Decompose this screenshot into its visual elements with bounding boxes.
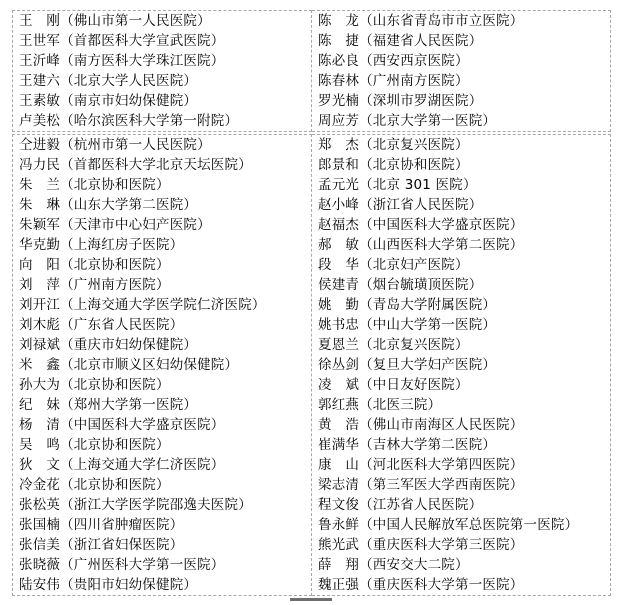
list-item: 向 阳（北京协和医院）: [19, 257, 170, 273]
list-item: 杨 清（中国医科大学盛京医院）: [19, 417, 225, 433]
expert-table-2: [12, 134, 611, 596]
list-item: 刘开江（上海交通大学医学院仁济医院）: [19, 297, 266, 313]
list-item: 华克勤（上海红房子医院）: [19, 237, 184, 253]
list-item: 卢美松（哈尔滨医科大学第一附院）: [19, 113, 239, 129]
list-item: 康 山（河北医科大学第四医院）: [318, 457, 524, 473]
list-item: 程文俊（江苏省人民医院）: [318, 497, 483, 513]
column-right: [312, 135, 611, 596]
list-item: 赵福杰（中国医科大学盛京医院）: [318, 217, 524, 233]
list-item: 孟元光（北京 301 医院）: [318, 177, 477, 193]
list-item: 陈必良（西安西京医院）: [318, 53, 469, 69]
list-item: 王沂峰（南方医科大学珠江医院）: [19, 53, 225, 69]
list-item: 陈 捷（福建省人民医院）: [318, 33, 483, 49]
list-item: 冯力民（首都医科大学北京天坛医院）: [19, 157, 252, 173]
list-item: 刘 萍（广州南方医院）: [19, 277, 170, 293]
list-item: 陈 龙（山东省青岛市市立医院）: [318, 13, 524, 29]
list-item: 陈春林（广州南方医院）: [318, 73, 469, 89]
list-item: 王世军（首都医科大学宣武医院）: [19, 33, 225, 49]
list-item: 朱颖军（天津市中心妇产医院）: [19, 217, 211, 233]
column-right: [312, 11, 611, 132]
list-item: 姚 勤（青岛大学附属医院）: [318, 297, 497, 313]
column-left: [13, 11, 312, 132]
list-item: 纪 妹（郑州大学第一医院）: [19, 397, 198, 413]
list-item: 吴 鸣（北京协和医院）: [19, 437, 170, 453]
list-item: 黄 浩（佛山市南海区人民医院）: [318, 417, 524, 433]
list-item: 狄 文（上海交通大学仁济医院）: [19, 457, 225, 473]
list-item: 朱 兰（北京协和医院）: [19, 177, 170, 193]
list-item: 梁志清（第三军医大学西南医院）: [318, 477, 524, 493]
list-item: 夏恩兰（北京复兴医院）: [318, 337, 469, 353]
page-footer-mark: [290, 598, 332, 601]
list-item: 郑 杰（北京复兴医院）: [318, 137, 469, 153]
list-item: 周应芳（北京大学第一医院）: [318, 113, 497, 129]
section-divider: [12, 127, 611, 133]
list-item: 徐丛剑（复旦大学妇产医院）: [318, 357, 497, 373]
list-item: 段 华（北京妇产医院）: [318, 257, 469, 273]
list-item: 张信美（浙江省妇保医院）: [19, 537, 184, 553]
list-item: 郝 敏（山西医科大学第二医院）: [318, 237, 524, 253]
list-item: 王 刚（佛山市第一人民医院）: [19, 13, 211, 29]
list-item: 鲁永鲜（中国人民解放军总医院第一医院）: [318, 517, 579, 533]
list-item: 熊光武（重庆医科大学第三医院）: [318, 537, 524, 553]
list-item: 赵小峰（浙江省人民医院）: [318, 197, 483, 213]
list-item: 孙大为（北京协和医院）: [19, 377, 170, 393]
list-item: 朱 琳（山东大学第二医院）: [19, 197, 198, 213]
list-item: 张晓薇（广州医科大学第一医院）: [19, 557, 225, 573]
list-item: 侯建青（烟台毓璜顶医院）: [318, 277, 483, 293]
list-item: 米 鑫（北京市顺义区妇幼保健院）: [19, 357, 239, 373]
expert-table-1: [12, 10, 611, 132]
list-item: 崔满华（吉林大学第二医院）: [318, 437, 497, 453]
list-item: 仝进毅（杭州市第一人民医院）: [19, 137, 211, 153]
list-item: 冷金花（北京协和医院）: [19, 477, 170, 493]
list-item: 郎景和（北京协和医院）: [318, 157, 469, 173]
list-item: 魏正强（重庆医科大学第一医院）: [318, 577, 524, 593]
list-item: 罗光楠（深圳市罗湖医院）: [318, 93, 483, 109]
list-item: 王素敏（南京市妇幼保健院）: [19, 93, 198, 109]
list-item: 姚书忠（中山大学第一医院）: [318, 317, 497, 333]
list-item: 张松英（浙江大学医学院邵逸夫医院）: [19, 497, 252, 513]
list-item: 薛 翔（西安交大二院）: [318, 557, 469, 573]
list-item: 刘木彪（广东省人民医院）: [19, 317, 184, 333]
list-item: 张国楠（四川省肿瘤医院）: [19, 517, 184, 533]
column-left: [13, 135, 312, 596]
list-item: 陆安伟（贵阳市妇幼保健院）: [19, 577, 198, 593]
list-item: 王建六（北京大学人民医院）: [19, 73, 198, 89]
list-item: 凌 斌（中日友好医院）: [318, 377, 469, 393]
list-item: 郭红燕（北医三院）: [318, 397, 442, 413]
list-item: 刘禄斌（重庆市妇幼保健院）: [19, 337, 198, 353]
